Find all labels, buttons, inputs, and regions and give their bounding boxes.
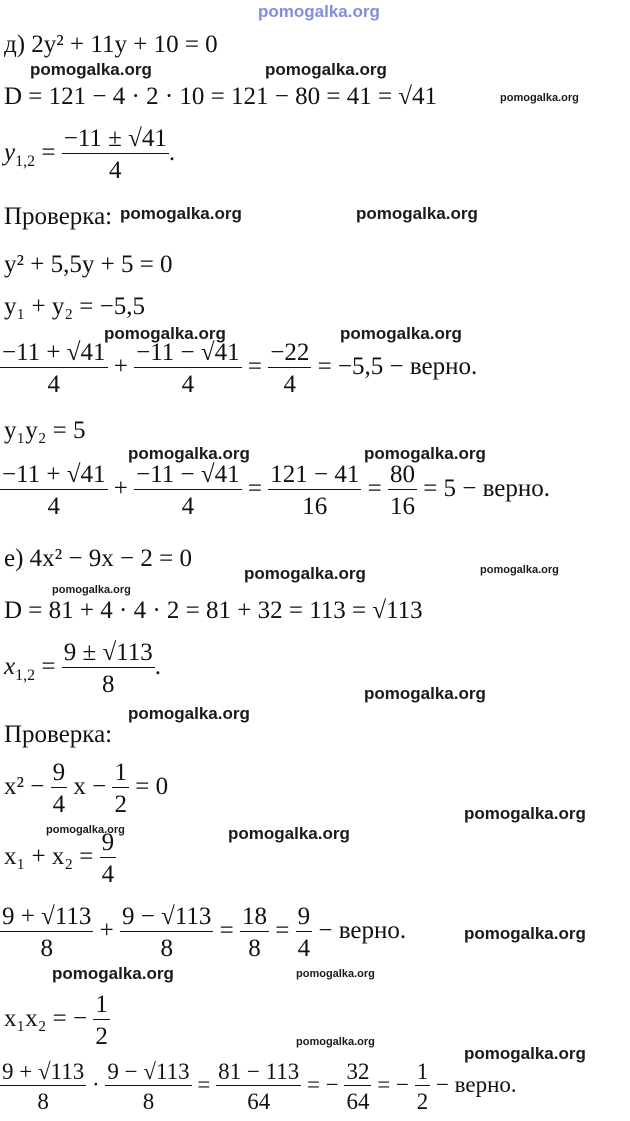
fraction <box>388 462 417 519</box>
part-d-product-line: y₁y₂ = 5 <box>4 417 86 444</box>
part-d-label: д) <box>4 31 26 58</box>
part-e-roots: $x_{1,2}$ = $\frac{9 \pm √113}{8}$ . <box>4 639 161 698</box>
fraction-denominator: 8 <box>37 1089 49 1114</box>
fraction-numerator: 9 − √113 <box>107 1059 190 1084</box>
fraction-denominator: 4 <box>297 935 311 962</box>
roots-subscript: 1,2 <box>15 153 36 171</box>
part-d-discriminant: D = 121 − 4 · 2 · 10 = 121 − 80 = 41 = √41 <box>4 83 438 110</box>
part-e-product-line <box>4 992 110 1049</box>
fraction <box>268 340 311 397</box>
term: x² − <box>4 773 45 801</box>
fraction-numerator: −11 − √41 <box>136 461 240 488</box>
fraction <box>134 340 242 397</box>
term: x − <box>73 773 107 801</box>
fraction-numerator: 121 − 41 <box>270 461 360 488</box>
part-d-check-label: Проверка: <box>4 203 113 230</box>
watermark: pomogalka.org <box>500 92 579 104</box>
top-watermark: pomogalka.org <box>258 2 380 21</box>
fraction-numerator: −22 <box>270 339 310 366</box>
fraction <box>93 992 110 1049</box>
watermark: pomogalka.org <box>30 60 152 79</box>
part-e-reduced <box>4 760 168 817</box>
fraction-denominator: 4 <box>109 157 122 184</box>
fraction <box>268 462 361 519</box>
fraction <box>100 830 117 887</box>
watermark: pomogalka.org <box>228 824 350 843</box>
fraction-numerator: 32 <box>346 1059 370 1084</box>
fraction-denominator: 4 <box>283 371 297 398</box>
part-e-sum-line <box>4 830 116 887</box>
check-result: = −5,5 − верно. <box>317 353 478 381</box>
term: x₁ + x₂ = <box>4 843 94 871</box>
fraction-numerator: 9 <box>297 903 311 930</box>
fraction-numerator: 80 <box>389 461 415 488</box>
fraction <box>0 340 108 397</box>
fraction <box>0 1060 86 1113</box>
fraction-denominator: 4 <box>181 493 195 520</box>
term: = 0 <box>135 773 169 801</box>
fraction-numerator: 9 + √113 <box>2 1059 85 1084</box>
term: x₁x₂ = − <box>4 1005 88 1033</box>
fraction-denominator: 2 <box>95 1023 108 1050</box>
part-e-product-check: $\frac{9 + √113}{8}$ · $\frac{9 - √113}{8}$ = $\frac{81 - 113}{64}$ = − $\frac{32}{64}$ = − $\frac{1}{2}$ − верно. <box>2 1059 517 1114</box>
fraction <box>112 760 129 817</box>
roots-subscript: 1,2 <box>15 667 36 685</box>
fraction-numerator: 9 <box>101 829 115 856</box>
part-d-equation: 2y² + 11y + 10 = 0 <box>31 31 218 58</box>
roots-fraction <box>62 126 169 183</box>
part-e-discriminant: D = 81 + 4 · 4 · 2 = 81 + 32 = 113 = √113 <box>4 597 423 624</box>
fraction-denominator: 2 <box>114 791 127 818</box>
check-result: = 5 − верно. <box>423 475 551 503</box>
watermark: pomogalka.org <box>364 444 486 463</box>
watermark: pomogalka.org <box>52 964 174 983</box>
fraction-denominator: 8 <box>40 935 53 962</box>
fraction <box>240 904 269 961</box>
part-e-label: е) <box>4 545 24 572</box>
fraction-denominator: 4 <box>52 791 66 818</box>
check-result: − верно. <box>435 1071 517 1097</box>
part-e-equation: 4x² − 9x − 2 = 0 <box>29 545 192 572</box>
roots-variable: y <box>4 139 16 167</box>
fraction-denominator: 2 <box>416 1089 429 1114</box>
fraction <box>0 462 108 519</box>
fraction-denominator: 16 <box>389 493 415 520</box>
part-d-product-check: $\frac{-11 + √41}{4}$ + $\frac{-11 - √41}{4}$ = $\frac{121 - 41}{16}$ = $\frac{80}{16}$ = 5 − верно. <box>2 461 551 520</box>
watermark: pomogalka.org <box>104 324 226 343</box>
fraction-numerator: −11 + √41 <box>2 461 106 488</box>
fraction <box>415 1060 431 1113</box>
fraction-numerator: 1 <box>95 991 108 1018</box>
fraction-denominator: 4 <box>47 371 60 398</box>
watermark: pomogalka.org <box>244 564 366 583</box>
watermark: pomogalka.org <box>480 564 559 576</box>
fraction-denominator: 8 <box>160 935 173 962</box>
fraction-denominator: 8 <box>248 935 261 962</box>
check-result: − верно. <box>318 917 407 945</box>
fraction <box>296 904 313 961</box>
fraction-numerator: −11 − √41 <box>136 339 240 366</box>
watermark: pomogalka.org <box>52 584 131 596</box>
part-d-equation-line <box>4 32 218 57</box>
fraction <box>120 904 213 961</box>
fraction-denominator: 8 <box>142 1089 155 1114</box>
fraction <box>105 1060 191 1113</box>
fraction-numerator: 18 <box>242 903 268 930</box>
watermark: pomogalka.org <box>464 804 586 823</box>
watermark: pomogalka.org <box>364 684 486 703</box>
watermark: pomogalka.org <box>296 968 375 980</box>
part-d-sum-check: $\frac{-11 + √41}{4}$ + $\frac{-11 - √41}{4}$ = $\frac{-22}{4}$ = −5,5 − верно. <box>2 339 478 398</box>
fraction-numerator: −11 ± √41 <box>63 125 167 152</box>
fraction-numerator: 9 − √113 <box>122 903 212 930</box>
fraction-denominator: 64 <box>346 1089 370 1114</box>
part-d-sum-line: y₁ + y₂ = −5,5 <box>4 293 145 320</box>
watermark: pomogalka.org <box>356 204 478 223</box>
fraction-numerator: 9 + √113 <box>2 903 92 930</box>
part-d-roots: $y_{1,2}$ = $\frac{-11 \pm √41}{4}$ . <box>4 125 176 184</box>
watermark: pomogalka.org <box>464 1044 586 1063</box>
watermark: pomogalka.org <box>464 924 586 943</box>
fraction-numerator: 9 ± √113 <box>63 639 153 666</box>
fraction <box>51 760 68 817</box>
fraction-numerator: 1 <box>114 759 127 786</box>
watermark: pomogalka.org <box>296 1036 375 1048</box>
part-e-equation-line <box>4 546 192 571</box>
watermark: pomogalka.org <box>265 60 387 79</box>
watermark: pomogalka.org <box>120 204 242 223</box>
watermark: pomogalka.org <box>128 444 250 463</box>
fraction-denominator: 4 <box>181 371 195 398</box>
fraction-denominator: 8 <box>101 671 115 698</box>
fraction-denominator: 16 <box>302 493 328 520</box>
fraction-denominator: 64 <box>247 1089 271 1114</box>
fraction <box>134 462 242 519</box>
part-e-check-label: Проверка: <box>4 721 113 748</box>
part-d-reduced: y² + 5,5y + 5 = 0 <box>4 251 173 278</box>
fraction-numerator: 1 <box>416 1059 429 1084</box>
fraction-denominator: 4 <box>101 861 115 888</box>
fraction-numerator: −11 + √41 <box>2 339 106 366</box>
fraction-numerator: 81 − 113 <box>218 1059 300 1084</box>
part-e-sum-check: $\frac{9 + √113}{8}$ + $\frac{9 - √113}{8}$ = $\frac{18}{8}$ = $\frac{9}{4}$ − верно. <box>2 903 407 962</box>
fraction-denominator: 4 <box>47 493 60 520</box>
roots-variable: x <box>4 653 16 681</box>
fraction-numerator: 9 <box>52 759 66 786</box>
watermark: pomogalka.org <box>128 704 250 723</box>
watermark: pomogalka.org <box>46 824 125 836</box>
fraction <box>216 1060 301 1113</box>
watermark: pomogalka.org <box>340 324 462 343</box>
fraction <box>0 904 93 961</box>
roots-fraction <box>62 640 155 697</box>
fraction <box>344 1060 371 1113</box>
